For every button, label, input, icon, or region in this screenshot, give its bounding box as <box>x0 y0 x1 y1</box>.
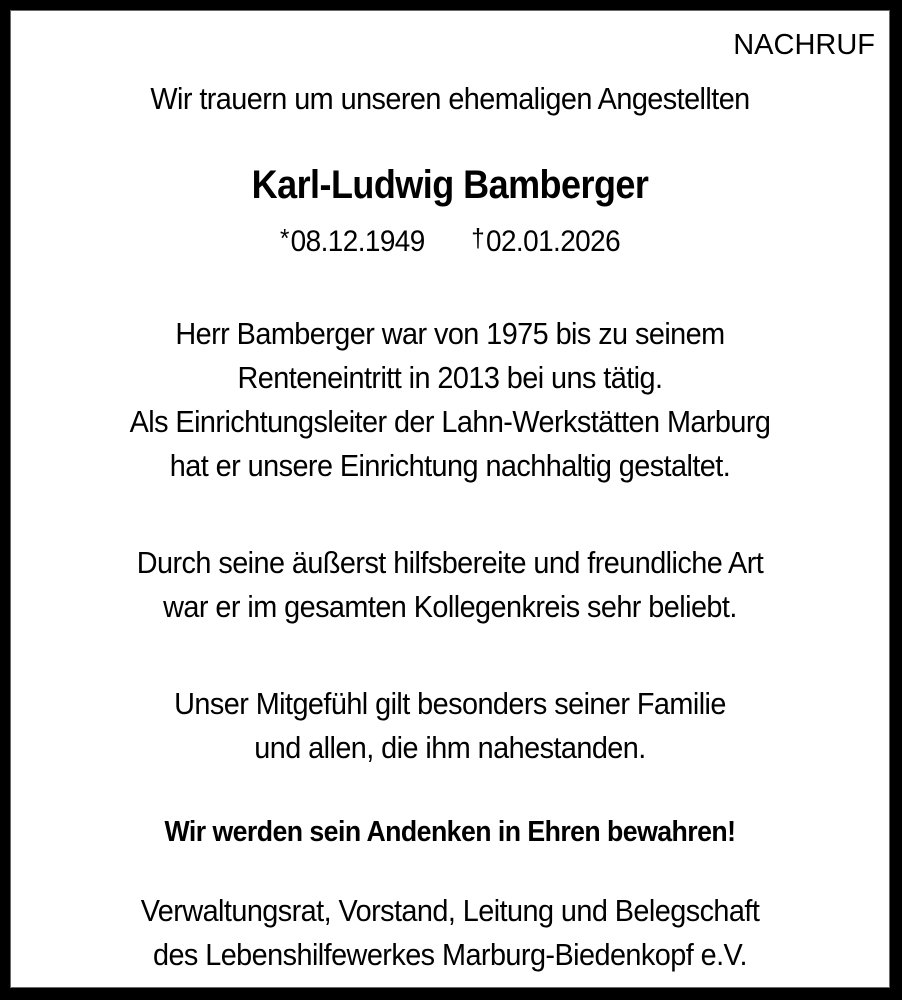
paragraph-3-line-2: und allen, die ihm nahestanden. <box>254 730 646 765</box>
paragraph-3-line-1: Unser Mitgefühl gilt besonders seiner Familie <box>174 686 726 721</box>
paragraph-1-line-4: hat er unsere Einrichtung nachhaltig gestaltet. <box>169 448 731 483</box>
notice-type-label: NACHRUF <box>733 29 875 61</box>
deceased-name: Karl-Ludwig Bamberger <box>251 163 649 207</box>
life-dates <box>42 225 859 259</box>
intro-line: Wir trauern um unseren ehemaligen Angestellten <box>150 81 750 116</box>
signature-line-2: des Lebenshilfewerkes Marburg-Biedenkopf e.V. <box>152 937 748 972</box>
obituary-notice <box>10 10 890 988</box>
birth-star-icon: * <box>279 223 289 253</box>
paragraph-1-line-3: Als Einrichtungsleiter der Lahn-Werkstätten Marburg <box>129 404 771 439</box>
paragraph-2-line-2: war er im gesamten Kollegenkreis sehr beliebt. <box>163 589 737 624</box>
birth-date: 08.12.1949 <box>290 225 425 258</box>
signature-line-1: Verwaltungsrat, Vorstand, Leitung und Belegschaft <box>140 893 760 928</box>
death-date: 02.01.2026 <box>485 225 621 258</box>
paragraph-2-line-1: Durch seine äußerst hilfsbereite und freundliche Art <box>136 545 764 580</box>
paragraph-1-line-1: Herr Bamberger war von 1975 bis zu seinem <box>175 316 725 351</box>
death-cross-icon: † <box>471 223 485 253</box>
paragraph-1-line-2: Renteneintritt in 2013 bei uns tätig. <box>237 360 663 395</box>
closing-line: Wir werden sein Andenken in Ehren bewahren! <box>164 816 736 848</box>
